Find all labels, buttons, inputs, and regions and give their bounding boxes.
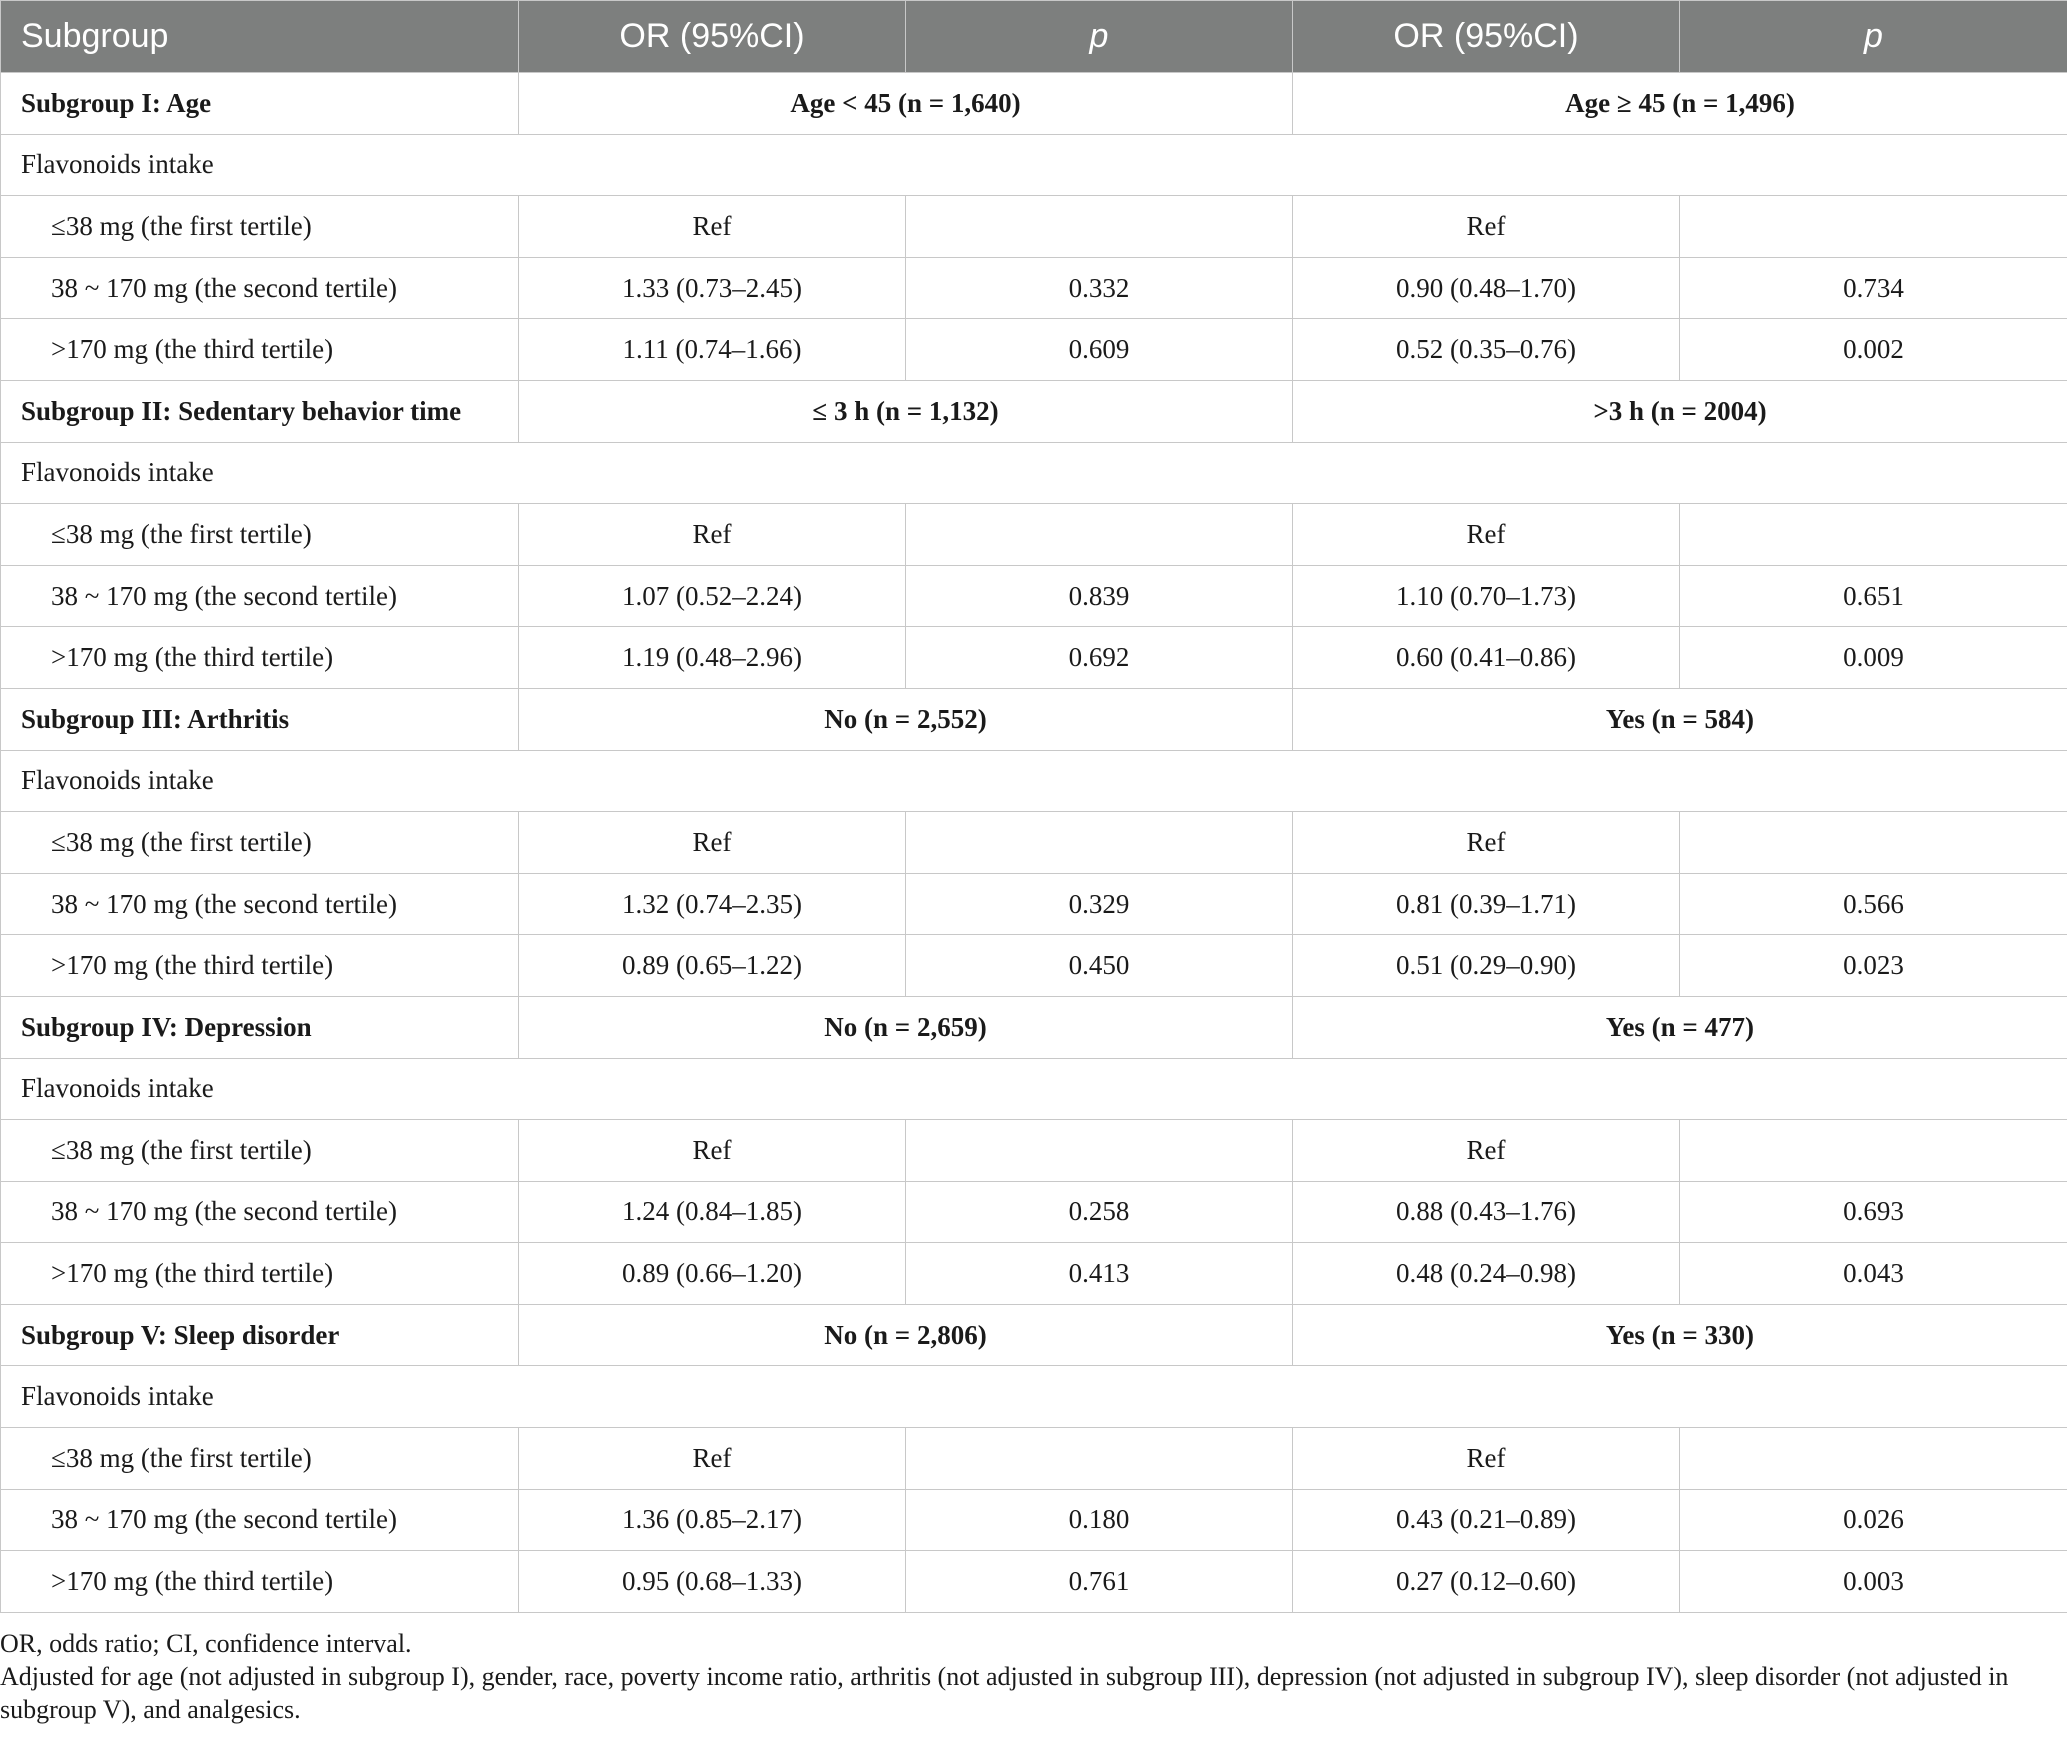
or-left-cell: 1.33 (0.73–2.45) bbox=[519, 257, 906, 319]
header-or-right: OR (95%CI) bbox=[1293, 1, 1680, 73]
p-right-cell bbox=[1680, 196, 2067, 258]
row-label: >170 mg (the third tertile) bbox=[1, 935, 519, 997]
or-right-cell: 0.52 (0.35–0.76) bbox=[1293, 319, 1680, 381]
intake-label: Flavonoids intake bbox=[1, 1366, 2067, 1428]
p-right-cell: 0.651 bbox=[1680, 565, 2067, 627]
table-row bbox=[1, 257, 2067, 319]
row-label: ≤38 mg (the first tertile) bbox=[1, 1120, 519, 1182]
table-body bbox=[1, 73, 2067, 1613]
p-left-cell bbox=[906, 504, 1293, 566]
table-row bbox=[1, 565, 2067, 627]
table-row bbox=[1, 1243, 2067, 1305]
subgroup-header-row bbox=[1, 688, 2067, 750]
table-row bbox=[1, 873, 2067, 935]
or-left-cell: 1.32 (0.74–2.35) bbox=[519, 873, 906, 935]
subgroup-title: Subgroup V: Sleep disorder bbox=[1, 1304, 519, 1366]
row-label: >170 mg (the third tertile) bbox=[1, 319, 519, 381]
subgroup-left-label: Age < 45 (n = 1,640) bbox=[519, 73, 1293, 135]
or-right-cell: Ref bbox=[1293, 196, 1680, 258]
p-left-cell: 0.329 bbox=[906, 873, 1293, 935]
or-left-cell: 0.89 (0.65–1.22) bbox=[519, 935, 906, 997]
intake-row bbox=[1, 1058, 2067, 1120]
table-row bbox=[1, 1551, 2067, 1613]
subgroup-title: Subgroup III: Arthritis bbox=[1, 688, 519, 750]
table-row bbox=[1, 1489, 2067, 1551]
intake-label: Flavonoids intake bbox=[1, 750, 2067, 812]
p-right-cell: 0.002 bbox=[1680, 319, 2067, 381]
p-right-cell: 0.023 bbox=[1680, 935, 2067, 997]
table-row bbox=[1, 504, 2067, 566]
row-label: >170 mg (the third tertile) bbox=[1, 1551, 519, 1613]
table-header-row bbox=[1, 1, 2067, 73]
table-row bbox=[1, 935, 2067, 997]
footnote-abbreviations: OR, odds ratio; CI, confidence interval. bbox=[0, 1629, 412, 1658]
row-label: 38 ~ 170 mg (the second tertile) bbox=[1, 873, 519, 935]
p-left-cell: 0.839 bbox=[906, 565, 1293, 627]
table-row bbox=[1, 812, 2067, 874]
or-left-cell: Ref bbox=[519, 1120, 906, 1182]
intake-row bbox=[1, 442, 2067, 504]
or-right-cell: 0.88 (0.43–1.76) bbox=[1293, 1181, 1680, 1243]
or-left-cell: 1.24 (0.84–1.85) bbox=[519, 1181, 906, 1243]
or-left-cell: Ref bbox=[519, 1428, 906, 1490]
subgroup-header-row bbox=[1, 1304, 2067, 1366]
p-left-cell: 0.258 bbox=[906, 1181, 1293, 1243]
or-right-cell: 0.43 (0.21–0.89) bbox=[1293, 1489, 1680, 1551]
or-left-cell: 1.36 (0.85–2.17) bbox=[519, 1489, 906, 1551]
footnote-adjustment: Adjusted for age (not adjusted in subgroup I), gender, race, poverty income ratio, arthritis (not adjusted in subgroup III), depression (not adjusted in subgroup IV), sleep disorder (not adjusted in subgroup V), and analgesics. bbox=[0, 1662, 2009, 1724]
or-left-cell: Ref bbox=[519, 196, 906, 258]
or-right-cell: 0.51 (0.29–0.90) bbox=[1293, 935, 1680, 997]
row-label: >170 mg (the third tertile) bbox=[1, 1243, 519, 1305]
p-left-cell: 0.692 bbox=[906, 627, 1293, 689]
row-label: 38 ~ 170 mg (the second tertile) bbox=[1, 257, 519, 319]
or-right-cell: 0.48 (0.24–0.98) bbox=[1293, 1243, 1680, 1305]
p-right-cell: 0.003 bbox=[1680, 1551, 2067, 1613]
table-row bbox=[1, 1428, 2067, 1490]
p-left-cell bbox=[906, 196, 1293, 258]
or-right-cell: Ref bbox=[1293, 1120, 1680, 1182]
or-left-cell: 0.95 (0.68–1.33) bbox=[519, 1551, 906, 1613]
intake-label: Flavonoids intake bbox=[1, 134, 2067, 196]
p-right-cell: 0.043 bbox=[1680, 1243, 2067, 1305]
subgroup-header-row bbox=[1, 380, 2067, 442]
subgroup-header-row bbox=[1, 73, 2067, 135]
or-right-cell: Ref bbox=[1293, 504, 1680, 566]
intake-row bbox=[1, 750, 2067, 812]
p-right-cell: 0.566 bbox=[1680, 873, 2067, 935]
p-right-cell bbox=[1680, 812, 2067, 874]
subgroup-header-row bbox=[1, 996, 2067, 1058]
subgroup-left-label: No (n = 2,806) bbox=[519, 1304, 1293, 1366]
or-right-cell: 0.60 (0.41–0.86) bbox=[1293, 627, 1680, 689]
table-row bbox=[1, 627, 2067, 689]
subgroup-right-label: Yes (n = 477) bbox=[1293, 996, 2067, 1058]
or-left-cell: 1.11 (0.74–1.66) bbox=[519, 319, 906, 381]
p-right-cell bbox=[1680, 1428, 2067, 1490]
subgroup-title: Subgroup I: Age bbox=[1, 73, 519, 135]
or-left-cell: 1.07 (0.52–2.24) bbox=[519, 565, 906, 627]
p-left-cell bbox=[906, 812, 1293, 874]
row-label: ≤38 mg (the first tertile) bbox=[1, 196, 519, 258]
intake-label: Flavonoids intake bbox=[1, 442, 2067, 504]
p-left-cell: 0.609 bbox=[906, 319, 1293, 381]
or-left-cell: 1.19 (0.48–2.96) bbox=[519, 627, 906, 689]
p-left-cell: 0.761 bbox=[906, 1551, 1293, 1613]
table-footnotes bbox=[0, 1627, 2067, 1726]
header-p-left: p bbox=[906, 1, 1293, 73]
p-right-cell: 0.026 bbox=[1680, 1489, 2067, 1551]
subgroup-right-label: >3 h (n = 2004) bbox=[1293, 380, 2067, 442]
table-row bbox=[1, 1181, 2067, 1243]
subgroup-right-label: Age ≥ 45 (n = 1,496) bbox=[1293, 73, 2067, 135]
subgroup-left-label: No (n = 2,659) bbox=[519, 996, 1293, 1058]
row-label: 38 ~ 170 mg (the second tertile) bbox=[1, 1489, 519, 1551]
intake-label: Flavonoids intake bbox=[1, 1058, 2067, 1120]
p-right-cell: 0.009 bbox=[1680, 627, 2067, 689]
p-left-cell: 0.332 bbox=[906, 257, 1293, 319]
subgroup-right-label: Yes (n = 584) bbox=[1293, 688, 2067, 750]
p-left-cell: 0.180 bbox=[906, 1489, 1293, 1551]
table-row bbox=[1, 196, 2067, 258]
row-label: ≤38 mg (the first tertile) bbox=[1, 504, 519, 566]
table-row bbox=[1, 1120, 2067, 1182]
subgroup-title: Subgroup II: Sedentary behavior time bbox=[1, 380, 519, 442]
or-left-cell: Ref bbox=[519, 504, 906, 566]
row-label: 38 ~ 170 mg (the second tertile) bbox=[1, 1181, 519, 1243]
p-right-cell: 0.734 bbox=[1680, 257, 2067, 319]
or-left-cell: 0.89 (0.66–1.20) bbox=[519, 1243, 906, 1305]
row-label: >170 mg (the third tertile) bbox=[1, 627, 519, 689]
p-right-cell bbox=[1680, 1120, 2067, 1182]
row-label: 38 ~ 170 mg (the second tertile) bbox=[1, 565, 519, 627]
intake-row bbox=[1, 134, 2067, 196]
header-or-left: OR (95%CI) bbox=[519, 1, 906, 73]
row-label: ≤38 mg (the first tertile) bbox=[1, 812, 519, 874]
p-left-cell bbox=[906, 1120, 1293, 1182]
header-subgroup: Subgroup bbox=[1, 1, 519, 73]
p-left-cell: 0.450 bbox=[906, 935, 1293, 997]
intake-row bbox=[1, 1366, 2067, 1428]
p-right-cell: 0.693 bbox=[1680, 1181, 2067, 1243]
header-p-right: p bbox=[1680, 1, 2067, 73]
table-row bbox=[1, 319, 2067, 381]
or-right-cell: 0.90 (0.48–1.70) bbox=[1293, 257, 1680, 319]
subgroup-left-label: No (n = 2,552) bbox=[519, 688, 1293, 750]
or-right-cell: Ref bbox=[1293, 812, 1680, 874]
or-right-cell: Ref bbox=[1293, 1428, 1680, 1490]
or-right-cell: 0.81 (0.39–1.71) bbox=[1293, 873, 1680, 935]
p-right-cell bbox=[1680, 504, 2067, 566]
or-right-cell: 1.10 (0.70–1.73) bbox=[1293, 565, 1680, 627]
subgroup-right-label: Yes (n = 330) bbox=[1293, 1304, 2067, 1366]
row-label: ≤38 mg (the first tertile) bbox=[1, 1428, 519, 1490]
p-left-cell bbox=[906, 1428, 1293, 1490]
or-left-cell: Ref bbox=[519, 812, 906, 874]
p-left-cell: 0.413 bbox=[906, 1243, 1293, 1305]
or-right-cell: 0.27 (0.12–0.60) bbox=[1293, 1551, 1680, 1613]
subgroup-left-label: ≤ 3 h (n = 1,132) bbox=[519, 380, 1293, 442]
subgroup-title: Subgroup IV: Depression bbox=[1, 996, 519, 1058]
